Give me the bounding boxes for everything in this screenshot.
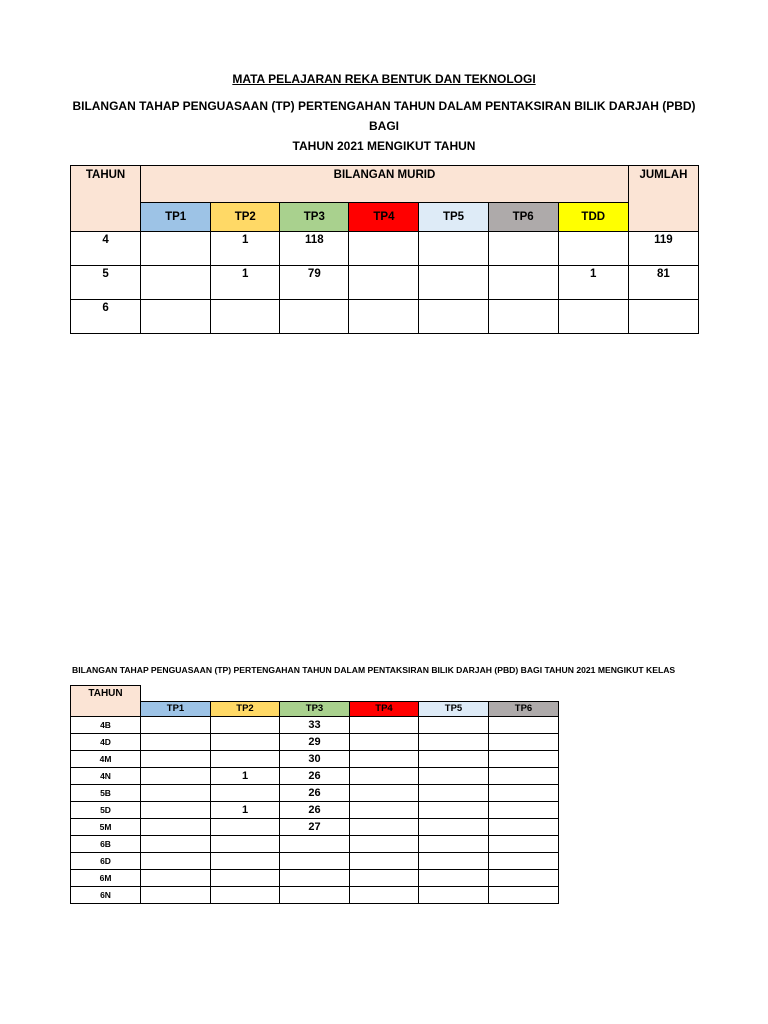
cell-tp3: 27 bbox=[280, 819, 350, 836]
cell-tp4 bbox=[350, 734, 419, 751]
cell-tp3: 26 bbox=[280, 785, 350, 802]
row-label-tahun: 4 bbox=[71, 232, 141, 266]
table-row bbox=[71, 819, 559, 836]
level-header-tp4: TP4 bbox=[350, 701, 419, 716]
cell-tp6 bbox=[489, 819, 559, 836]
col-header-tahun: TAHUN bbox=[71, 686, 141, 717]
level-header-tp2: TP2 bbox=[211, 701, 280, 716]
cell-tdd bbox=[558, 300, 628, 334]
table-row bbox=[71, 266, 699, 300]
col-header-jumlah: JUMLAH bbox=[628, 166, 698, 232]
table-row bbox=[71, 887, 559, 904]
cell-tp4 bbox=[349, 232, 419, 266]
cell-tp2: 1 bbox=[211, 768, 280, 785]
table-row bbox=[71, 717, 559, 734]
cell-tp3: 79 bbox=[280, 266, 349, 300]
cell-tp6 bbox=[489, 870, 559, 887]
cell-tp2 bbox=[211, 853, 280, 870]
cell-tp3: 26 bbox=[280, 768, 350, 785]
table-row bbox=[71, 300, 699, 334]
level-header-tp4: TP4 bbox=[349, 203, 419, 232]
cell-tp5 bbox=[419, 266, 488, 300]
cell-tp2 bbox=[211, 887, 280, 904]
cell-tp4 bbox=[350, 853, 419, 870]
cell-tp3 bbox=[280, 836, 350, 853]
row-label-kelas: 6N bbox=[71, 887, 141, 904]
cell-tp4 bbox=[350, 768, 419, 785]
cell-tp5 bbox=[419, 887, 489, 904]
table-row bbox=[71, 232, 699, 266]
cell-tp1 bbox=[141, 232, 211, 266]
cell-tp1 bbox=[141, 266, 211, 300]
cell-jumlah: 119 bbox=[628, 232, 698, 266]
cell-tp5 bbox=[419, 232, 488, 266]
row-label-kelas: 4N bbox=[71, 768, 141, 785]
cell-tp6 bbox=[489, 836, 559, 853]
cell-tp2 bbox=[211, 734, 280, 751]
row-label-kelas: 4M bbox=[71, 751, 141, 768]
cell-tp5 bbox=[419, 734, 489, 751]
cell-tp2 bbox=[211, 819, 280, 836]
cell-tp4 bbox=[350, 836, 419, 853]
table-row bbox=[71, 734, 559, 751]
cell-tp3: 30 bbox=[280, 751, 350, 768]
cell-tp5 bbox=[419, 853, 489, 870]
table-row bbox=[71, 785, 559, 802]
level-header-tp6: TP6 bbox=[488, 203, 558, 232]
table-row bbox=[71, 870, 559, 887]
cell-tp3 bbox=[280, 300, 349, 334]
cell-tp4 bbox=[350, 887, 419, 904]
cell-tp4 bbox=[350, 819, 419, 836]
table2-heading: BILANGAN TAHAP PENGUASAAN (TP) PERTENGAHAN TAHUN DALAM PENTAKSIRAN BILIK DARJAH (PBD) BAGI TAHUN 2021 MENGIKUT KELAS bbox=[72, 665, 676, 675]
cell-tp5 bbox=[419, 751, 489, 768]
cell-tp6 bbox=[488, 266, 558, 300]
cell-tp2: 1 bbox=[211, 232, 280, 266]
cell-tp3: 118 bbox=[280, 232, 349, 266]
cell-tp1 bbox=[141, 870, 211, 887]
cell-tp4 bbox=[350, 785, 419, 802]
cell-tp4 bbox=[349, 300, 419, 334]
cell-tp5 bbox=[419, 870, 489, 887]
cell-tp3 bbox=[280, 870, 350, 887]
cell-tp6 bbox=[488, 300, 558, 334]
level-header-tp2: TP2 bbox=[211, 203, 280, 232]
cell-jumlah: 81 bbox=[628, 266, 698, 300]
cell-tp1 bbox=[141, 717, 211, 734]
cell-tp4 bbox=[350, 802, 419, 819]
cell-tp1 bbox=[141, 751, 211, 768]
row-label-kelas: 6M bbox=[71, 870, 141, 887]
cell-tp3 bbox=[280, 887, 350, 904]
cell-tp2 bbox=[211, 785, 280, 802]
cell-tp4 bbox=[350, 751, 419, 768]
col-header-bilangan-murid: BILANGAN MURID bbox=[141, 166, 629, 203]
table-row bbox=[71, 853, 559, 870]
table1-heading-line2: TAHUN 2021 MENGIKUT TAHUN bbox=[292, 139, 476, 153]
level-header-tp3: TP3 bbox=[280, 203, 349, 232]
cell-tdd bbox=[558, 232, 628, 266]
cell-tp5 bbox=[419, 768, 489, 785]
cell-tp6 bbox=[489, 717, 559, 734]
row-label-kelas: 5D bbox=[71, 802, 141, 819]
cell-tp5 bbox=[419, 785, 489, 802]
row-label-kelas: 6B bbox=[71, 836, 141, 853]
header-spacer bbox=[141, 686, 559, 702]
cell-tp1 bbox=[141, 853, 211, 870]
cell-tp2: 1 bbox=[211, 266, 280, 300]
cell-tp2 bbox=[211, 717, 280, 734]
level-header-tp6: TP6 bbox=[489, 701, 559, 716]
table-by-year bbox=[70, 165, 699, 334]
row-label-tahun: 6 bbox=[71, 300, 141, 334]
cell-jumlah bbox=[628, 300, 698, 334]
level-header-tp1: TP1 bbox=[141, 701, 211, 716]
cell-tp6 bbox=[489, 887, 559, 904]
cell-tp4 bbox=[350, 870, 419, 887]
cell-tp5 bbox=[419, 802, 489, 819]
cell-tp5 bbox=[419, 819, 489, 836]
cell-tp6 bbox=[489, 802, 559, 819]
row-label-kelas: 6D bbox=[71, 853, 141, 870]
cell-tp6 bbox=[489, 785, 559, 802]
cell-tp5 bbox=[419, 836, 489, 853]
cell-tp5 bbox=[419, 717, 489, 734]
row-label-tahun: 5 bbox=[71, 266, 141, 300]
cell-tp2 bbox=[211, 300, 280, 334]
table-by-class bbox=[70, 685, 559, 904]
row-label-kelas: 5M bbox=[71, 819, 141, 836]
level-header-tp3: TP3 bbox=[280, 701, 350, 716]
table1-heading bbox=[60, 96, 708, 156]
row-label-kelas: 5B bbox=[71, 785, 141, 802]
document-title: MATA PELAJARAN REKA BENTUK DAN TEKNOLOGI bbox=[232, 72, 536, 86]
cell-tp1 bbox=[141, 836, 211, 853]
table-row bbox=[71, 802, 559, 819]
col-header-tahun: TAHUN bbox=[71, 166, 141, 232]
cell-tp1 bbox=[141, 734, 211, 751]
cell-tp6 bbox=[489, 751, 559, 768]
level-header-tp5: TP5 bbox=[419, 203, 488, 232]
cell-tp6 bbox=[489, 768, 559, 785]
cell-tp1 bbox=[141, 819, 211, 836]
cell-tdd: 1 bbox=[558, 266, 628, 300]
cell-tp3 bbox=[280, 853, 350, 870]
cell-tp5 bbox=[419, 300, 488, 334]
table-row bbox=[71, 751, 559, 768]
cell-tp4 bbox=[350, 717, 419, 734]
level-header-tdd: TDD bbox=[558, 203, 628, 232]
table-row bbox=[71, 836, 559, 853]
cell-tp3: 26 bbox=[280, 802, 350, 819]
cell-tp3: 29 bbox=[280, 734, 350, 751]
cell-tp1 bbox=[141, 768, 211, 785]
cell-tp6 bbox=[489, 734, 559, 751]
cell-tp2: 1 bbox=[211, 802, 280, 819]
cell-tp1 bbox=[141, 785, 211, 802]
cell-tp3: 33 bbox=[280, 717, 350, 734]
cell-tp6 bbox=[489, 853, 559, 870]
cell-tp1 bbox=[141, 802, 211, 819]
level-header-tp1: TP1 bbox=[141, 203, 211, 232]
table-row bbox=[71, 768, 559, 785]
cell-tp1 bbox=[141, 300, 211, 334]
cell-tp6 bbox=[488, 232, 558, 266]
cell-tp4 bbox=[349, 266, 419, 300]
cell-tp2 bbox=[211, 870, 280, 887]
cell-tp1 bbox=[141, 887, 211, 904]
row-label-kelas: 4D bbox=[71, 734, 141, 751]
level-header-tp5: TP5 bbox=[419, 701, 489, 716]
cell-tp2 bbox=[211, 836, 280, 853]
table1-heading-line1: BILANGAN TAHAP PENGUASAAN (TP) PERTENGAHAN TAHUN DALAM PENTAKSIRAN BILIK DARJAH (PBD) BAGI bbox=[72, 99, 696, 133]
cell-tp2 bbox=[211, 751, 280, 768]
row-label-kelas: 4B bbox=[71, 717, 141, 734]
